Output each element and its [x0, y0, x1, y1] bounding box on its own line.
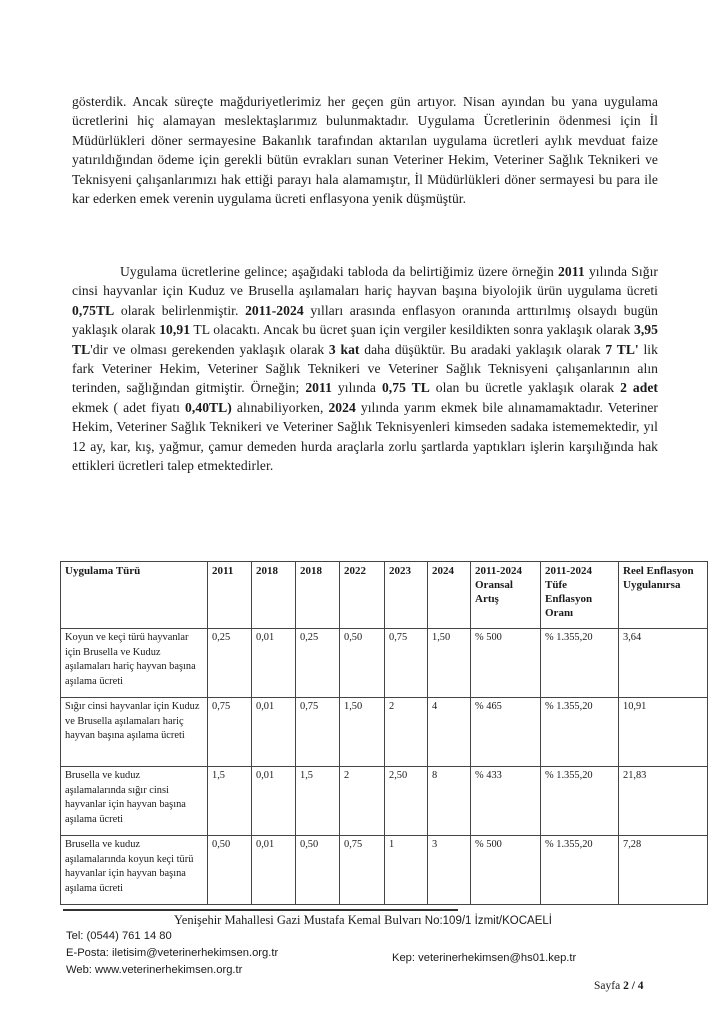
- emphasized-text: 3 kat: [328, 341, 360, 357]
- footer-kep-address[interactable]: Kep: veterinerhekimsen@hs01.kep.tr: [392, 952, 577, 964]
- text-run: alınabiliyorken,: [231, 399, 329, 415]
- text-run: yılları arasında enflasyon oranında arttırılmış olsaydı bugün yaklaşık olarak: [72, 302, 658, 338]
- cell-fee-2018b: 0,75: [296, 698, 340, 767]
- emphasized-text: 2 adet: [620, 380, 658, 396]
- emphasized-text: 2024: [328, 399, 356, 415]
- cell-cpi-inflation-rate: % 1.355,20: [541, 836, 619, 905]
- cell-application-type: Koyun ve keçi türü hayvanlar için Brusella ve Kuduz aşılamaları hariç hayvan başına aşılama ücreti: [61, 629, 208, 698]
- footer-email[interactable]: E-Posta: iletisim@veterinerhekimsen.org.tr: [66, 947, 279, 959]
- cell-fee-2018b: 1,5: [296, 767, 340, 836]
- cell-fee-2024: 3: [428, 836, 471, 905]
- cell-fee-2018: 0,01: [252, 629, 296, 698]
- text-run: olan bu ücretle yaklaşık olarak: [429, 380, 621, 396]
- table-row: [61, 767, 708, 836]
- cell-fee-2018: 0,01: [252, 836, 296, 905]
- cell-fee-2023: 2,50: [385, 767, 428, 836]
- header-real-inflation-applied: Reel Enflasyon Uygulanırsa: [619, 562, 708, 629]
- cell-fee-2018b: 0,50: [296, 836, 340, 905]
- cell-application-type: Brusella ve kuduz aşılamalarında sığır cinsi hayvanlar için hayvan başına aşılama ücreti: [61, 767, 208, 836]
- emphasized-text: 0,75TL: [72, 302, 115, 318]
- emphasized-text: 2011: [305, 380, 332, 396]
- cell-proportional-increase: % 500: [471, 629, 541, 698]
- text-run: yılında: [331, 380, 382, 396]
- cell-proportional-increase: % 500: [471, 836, 541, 905]
- cell-fee-2023: 1: [385, 836, 428, 905]
- footer-divider: [63, 909, 458, 911]
- page-label: Sayfa: [594, 980, 624, 992]
- header-year-2023: 2023: [385, 562, 428, 629]
- paragraph-application-fees: [72, 262, 658, 475]
- emphasized-text: 2011: [558, 264, 585, 279]
- cell-fee-2024: 1,50: [428, 629, 471, 698]
- cell-application-type: Brusella ve kuduz aşılamalarında koyun keçi türü hayvanlar için hayvan başına aşılama ücreti: [61, 836, 208, 905]
- emphasized-text: 0,75 TL: [381, 380, 430, 396]
- cell-cpi-inflation-rate: % 1.355,20: [541, 698, 619, 767]
- header-cpi-inflation-rate: 2011-2024 Tüfe Enflasyon Oranı: [541, 562, 619, 629]
- address-street: Yenişehir Mahallesi Gazi Mustafa Kemal Bulvarı: [174, 913, 425, 927]
- cell-fee-2018: 0,01: [252, 698, 296, 767]
- cell-fee-2011: 0,25: [208, 629, 252, 698]
- header-application-type: Uygulama Türü: [61, 562, 208, 629]
- header-year-2011: 2011: [208, 562, 252, 629]
- cell-fee-2022: 2: [340, 767, 385, 836]
- table-row: [61, 629, 708, 698]
- emphasized-text: 3,95 TL: [72, 322, 658, 357]
- emphasized-text: 0,40TL): [185, 399, 232, 415]
- cell-real-inflation-value: 10,91: [619, 698, 708, 767]
- cell-proportional-increase: % 433: [471, 767, 541, 836]
- page-count: 2 / 4: [623, 980, 644, 992]
- text-run: lik fark Veteriner Hekim, Veteriner Sağlık Teknikeri ve Veteriner Sağlık Teknisyeni çalışanlarının alın terinden, sağlığından gitmiştir. Örneğin;: [72, 341, 658, 396]
- header-year-2022: 2022: [340, 562, 385, 629]
- cell-fee-2023: 2: [385, 698, 428, 767]
- cell-fee-2011: 0,75: [208, 698, 252, 767]
- table-header-row: [61, 562, 708, 629]
- text-run: ekmek ( adet fiyatı: [72, 399, 186, 415]
- text-run: Uygulama ücretlerine gelince; aşağıdaki tabloda da belirtiğimiz üzere örneğin: [120, 264, 559, 279]
- cell-application-type: Sığır cinsi hayvanlar için Kuduz ve Brusella aşılamaları hariç hayvan başına aşılama ücreti: [61, 698, 208, 767]
- header-proportional-increase: 2011-2024 Oransal Artış: [471, 562, 541, 629]
- cell-proportional-increase: % 465: [471, 698, 541, 767]
- header-year-2018b: 2018: [296, 562, 340, 629]
- cell-real-inflation-value: 7,28: [619, 836, 708, 905]
- cell-fee-2023: 0,75: [385, 629, 428, 698]
- address-city: No:109/1 İzmit/KOCAELİ: [424, 915, 552, 927]
- cell-cpi-inflation-rate: % 1.355,20: [541, 767, 619, 836]
- cell-fee-2022: 0,50: [340, 629, 385, 698]
- footer-address: [174, 913, 552, 928]
- emphasized-text: 2011-2024: [245, 302, 304, 318]
- paragraph-payment-delays: gösterdik. Ancak süreçte mağduriyetlerimiz her geçen gün artıyor. Nisan ayından bu yana uygulama ücretlerini hiç alamayan meslektaşlarımız bulunmaktadır. Uygulama Ücretlerinin ödenmesi için İl Müdürlükleri döner sermayesine Bakanlık tarafından aktarılan uygulama ücretleri aylık mevduat faize yatırıldığından ödeme için gerekli bütün evrakları sunan Veteriner Hekim, Veteriner Sağlık Teknikeri ve Teknisyeni çalışanlarımızı hak ettiği parayı hala alamamıştır, İl Müdürlükleri döner sermayesi bu para ile kar ederken emek verenin uygulama ücreti enflasyona yenik düşmüştür.: [72, 94, 658, 207]
- cell-fee-2024: 8: [428, 767, 471, 836]
- text-run: daha düşüktür. Bu aradaki yaklaşık olarak: [359, 341, 606, 357]
- cell-fee-2018: 0,01: [252, 767, 296, 836]
- header-year-2018: 2018: [252, 562, 296, 629]
- cell-fee-2022: 0,75: [340, 836, 385, 905]
- text-run: TL olacaktı. Ancak bu ücret şuan için vergiler kesildikten sonra yaklaşık olarak: [190, 322, 634, 338]
- cell-fee-2011: 0,50: [208, 836, 252, 905]
- cell-cpi-inflation-rate: % 1.355,20: [541, 629, 619, 698]
- cell-fee-2022: 1,50: [340, 698, 385, 767]
- table-row: [61, 698, 708, 767]
- footer-phone: Tel: (0544) 761 14 80: [66, 930, 172, 942]
- emphasized-text: 10,91: [159, 322, 191, 338]
- text-run: olarak belirlenmiştir.: [114, 302, 246, 318]
- emphasized-text: 7 TL': [605, 341, 639, 357]
- page-number: [594, 980, 644, 992]
- footer-website[interactable]: Web: www.veterinerhekimsen.org.tr: [66, 964, 243, 976]
- cell-fee-2024: 4: [428, 698, 471, 767]
- cell-real-inflation-value: 3,64: [619, 629, 708, 698]
- cell-fee-2018b: 0,25: [296, 629, 340, 698]
- cell-real-inflation-value: 21,83: [619, 767, 708, 836]
- text-run: yılında Sığır cinsi hayvanlar için Kuduz ve Brusella aşılamaları hariç hayvan başına biyolojik ürün uygulama ücreti: [72, 264, 658, 299]
- fee-comparison-table: [60, 561, 708, 905]
- header-year-2024: 2024: [428, 562, 471, 629]
- text-run: yılında yarım ekmek bile alınamamaktadır. Veteriner Hekim, Veteriner Sağlık Teknikeri ve Veteriner Sağlık Teknisyenleri kimseden sadaka istememektedir, yıl 12 ay, kar, kış, yağmur, çamur demeden hurda araçlarla zorlu şartlarda yaptıkları işlerin karşılığında hak ettikleri ücretleri talep etmektedirler.: [72, 399, 658, 474]
- cell-fee-2011: 1,5: [208, 767, 252, 836]
- text-run: 'dir ve olması gerekenden yaklaşık olarak: [90, 341, 329, 357]
- table-row: [61, 836, 708, 905]
